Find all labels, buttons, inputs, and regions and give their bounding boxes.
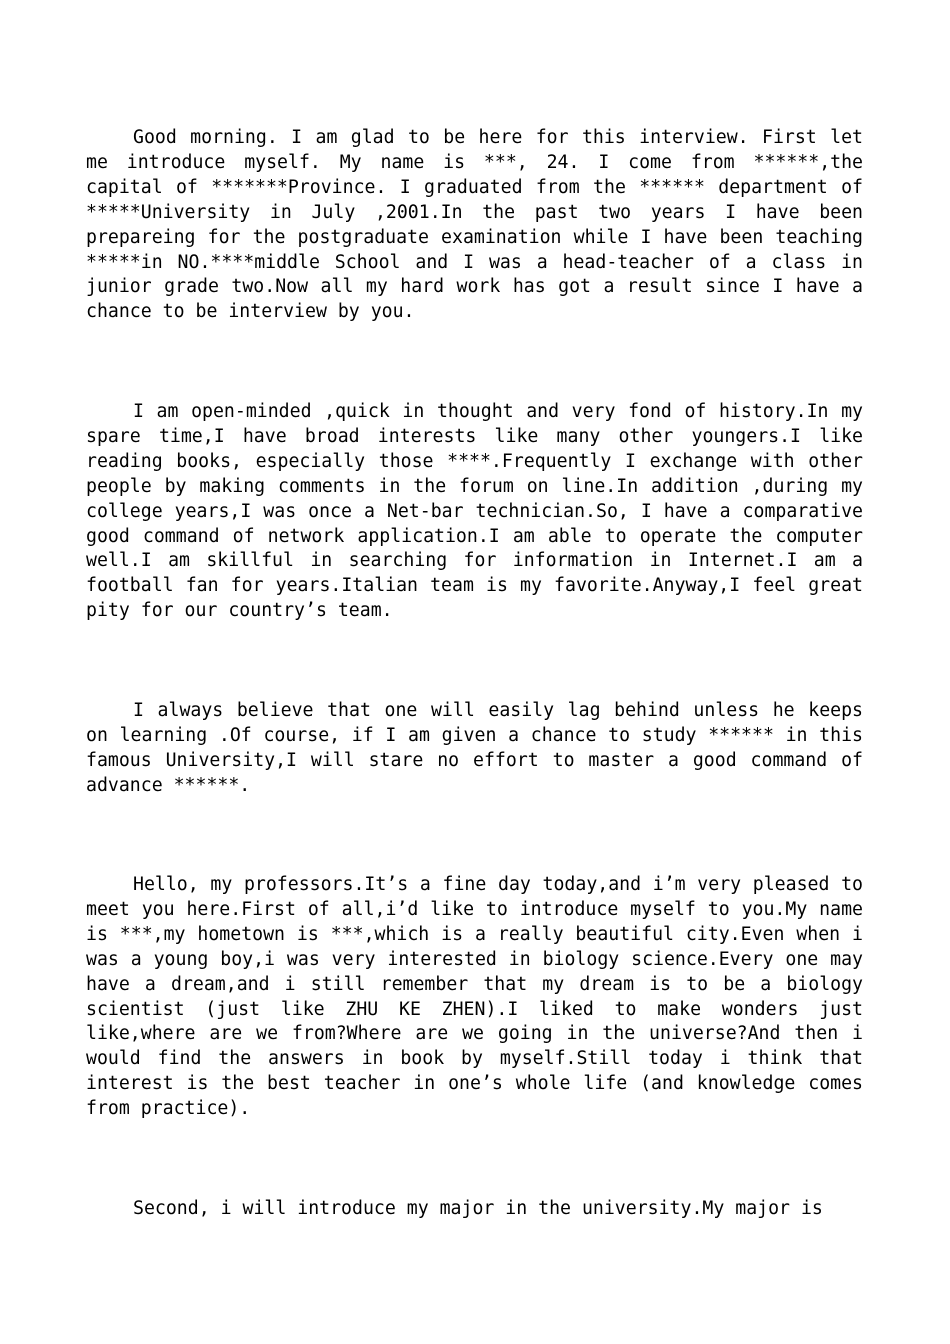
paragraph-personality-interests: I am open-minded ,quick in thought and very fond of history.In my spare time,I have broad interests like many other youngers.I like reading books, especially those ****.Frequently I exchange with other people by making comments in the forum on line.In addition ,during my college years,I was once a Net-bar technician.So, I have a comparative good command of network application.I am able to operate the computer well.I am skillful in searching for information in Internet.I am a football fan for years.Italian team is my favorite.Anyway,I feel great pity for our country’s team. (86, 401, 863, 622)
paragraph-self-introduction: Good morning. I am glad to be here for this interview. First let me introduce myself. My name is ***, 24. I come from ******,the capital of *******Province. I graduated from the ****** department of *****University in July ,2001.In the past two years I have been prepareing for the postgraduate examination while I have been teaching *****in NO.****middle School and I was a head-teacher of a class in junior grade two.Now all my hard work has got a result since I have a chance to be interview by you. (86, 127, 863, 323)
paragraph-learning-belief: I always believe that one will easily lag behind unless he keeps on learning .Of course, if I am given a chance to study ****** in this famous University,I will stare no effort to master a good command of advance ******. (86, 700, 863, 796)
paragraph-hello-professors: Hello, my professors.It’s a fine day today,and i’m very pleased to meet you here.First of all,i’d like to introduce myself to you.My name is ***,my hometown is ***,which is a really beautiful city.Even when i was a young boy,i was very interested in biology science.Every one may have a dream,and i still remember that my dream is to be a biology scientist (just like ZHU KE ZHEN).I liked to make wonders just like,where are we from?Where are we going in the universe?And then i would find the answers in book by myself.Still today i think that interest is the best teacher in one’s whole life (and knowledge comes from practice). (86, 874, 863, 1120)
paragraph-major-intro: Second, i will introduce my major in the university.My major is (133, 1198, 823, 1219)
